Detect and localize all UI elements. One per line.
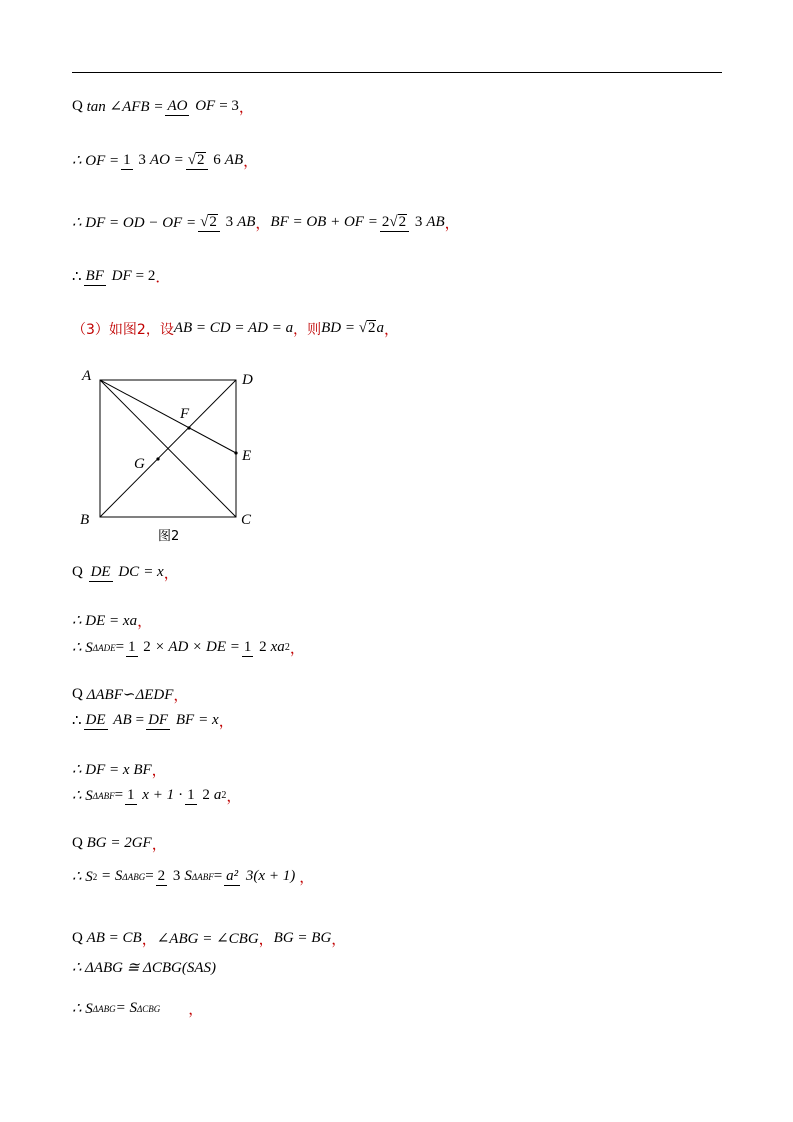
punct: ， [188,1002,204,1018]
numerator: √2 [198,214,220,232]
denominator: 2 [143,638,151,655]
line-part3-intro [72,318,399,339]
numerator: DE [85,711,106,728]
sqrt-arg: 2 [209,213,217,230]
punct: ， [243,154,259,170]
subscript: ΔABG [92,1003,116,1014]
sqrt-arg: 2 [197,151,205,168]
punct: ． [155,270,171,286]
equals: = [213,868,223,884]
equals: = [135,712,145,728]
numerator: 1 [243,638,252,655]
expr: ∠ABG = ∠CBG [156,931,259,947]
numerator: 2 [157,867,166,884]
line-of [72,150,258,171]
point-g [156,457,159,460]
equals: = [114,787,124,803]
punct: ， [151,837,167,853]
label-a: A [82,368,92,384]
numerator: DF [148,711,169,728]
separator: ， [258,932,274,948]
point-f [187,426,190,429]
fraction-two-thirds [156,868,183,886]
punct: ， [383,322,399,338]
fraction-2sqrt2-3 [380,214,424,232]
sqrt-arg: 2 [367,320,376,336]
fraction [84,268,134,286]
line-df-bf [72,212,460,233]
equals-s: = S [115,1000,137,1016]
denominator: 3 [225,213,234,230]
punct: ， [226,789,242,805]
line-bg-2gf [72,833,167,854]
fraction-half [242,639,269,657]
mid-expr: × AD × DE = [154,639,240,655]
denominator: 2 [259,638,267,655]
numerator: AO [167,97,188,114]
rhs: = x [143,564,164,580]
label-g: G [134,456,145,472]
connector: ，则 [293,321,322,338]
punct: ， [163,566,179,582]
punct: ， [238,100,254,116]
fraction-one-third [121,152,148,170]
rhs: = 3 [219,98,239,114]
equals: = [115,639,125,655]
punct: ， [173,688,189,704]
mid-expr: BF = OB + OF = [270,214,378,230]
fraction-sqrt2-6 [186,152,223,170]
therefore-symbol: ∴ [72,269,82,285]
denominator: 3 [414,213,423,230]
punct: ， [218,714,234,730]
subscript: ΔABG [122,871,146,882]
numerator: BF [85,267,104,284]
denominator: 3(x + 1) [245,867,296,884]
label-e: E [242,448,252,464]
denominator: DF [111,267,132,284]
expr: BD = [321,320,355,336]
tail: xa [270,639,285,655]
mid-expr: AO = [149,152,184,168]
fraction [146,712,196,730]
equals-s: = S [101,868,123,884]
s-symbol: S [184,868,192,884]
numerator: 1 [123,151,131,168]
sqrt-arg: 2 [398,213,407,230]
therefore-expr: ∴ ΔABG ≅ ΔCBG(SAS) [72,960,217,976]
therefore-expr: ∴ S [72,640,93,656]
figure-2 [72,362,272,547]
superscript: 2 [221,790,227,801]
tail: AB [237,214,256,230]
line-s2 [72,866,314,887]
subscript: ΔABF [191,871,214,882]
denominator: 3 [138,151,146,168]
sqrt: √2 [358,320,376,336]
coefficient: 2 [381,213,390,230]
numerator: DE [90,563,111,580]
punct: ， [151,763,167,779]
punct: ， [289,641,305,657]
label-b: B [80,512,90,528]
numerator: √2 [186,152,208,170]
denominator: 6 [213,151,221,168]
point-e [234,451,237,454]
therefore-expr: ∴ DF = x BF [72,762,152,778]
punct: ， [299,870,315,886]
expr: BG = 2GF [86,835,152,851]
because-symbol: Q [72,98,83,114]
tail: a [376,320,384,336]
numerator: 2√2 [380,214,409,232]
denominator: 2 [202,786,210,803]
lhs: tan ∠AFB = [86,99,164,115]
fraction-1-over-x1 [125,787,176,805]
denominator: x + 1 [142,786,175,803]
line-congruent [72,958,216,977]
line-equal-areas [72,998,203,1019]
punct: ， [331,932,347,948]
because-symbol: Q [72,564,83,580]
line-sas-conditions [72,928,346,949]
denominator: 3 [172,867,181,884]
tail: a [213,787,222,803]
expr: BG = BG [273,930,332,946]
numerator: a² [226,867,239,884]
separator: ， [141,932,157,948]
subscript: ΔADE [92,642,116,653]
denominator: DC [118,563,140,580]
expr: ΔABF∽ΔEDF [86,687,174,703]
denominator: AB [113,711,132,728]
therefore-expr: ∴ OF = [72,153,120,169]
therefore-expr: ∴ S [72,788,93,804]
line-area-ade [72,637,305,658]
because-symbol: Q [72,930,83,946]
line-df-xbf [72,759,167,780]
because-symbol: Q [72,686,83,702]
fraction [84,712,134,730]
label-c: C [241,512,252,528]
punct: ， [444,216,460,232]
line-tan-afb [72,96,254,117]
line-bf-df-ratio [72,266,170,287]
rhs: = x [198,712,219,728]
tail: AB [426,214,445,230]
expr: AB = CD = AD = a [173,320,294,336]
part-label: （3）如图2，设 [72,321,174,338]
line-similar [72,684,188,705]
fraction-half [126,639,153,657]
punct: ， [137,614,153,630]
tail: AB [224,152,244,168]
line-area-abf [72,785,241,806]
header-rule [72,72,722,73]
equals: = [145,868,154,884]
subscript: ΔCBG [136,1003,161,1014]
fraction-sqrt2-3 [198,214,235,232]
label-d: D [242,372,253,388]
label-f: F [180,406,190,422]
fraction [89,564,142,582]
denominator: BF [175,711,195,728]
therefore-expr: ∴ DE = xa [72,613,138,629]
line-ratios [72,710,234,731]
fraction [165,98,217,116]
line-de-xa [72,610,152,631]
therefore-expr: ∴ S [72,869,93,885]
numerator: 1 [127,786,135,803]
denominator: OF [195,97,216,114]
segment-ae [100,380,236,453]
therefore-symbol: ∴ [72,713,82,729]
subscript: 2 [92,871,98,882]
expr: AB = CB [86,930,142,946]
numerator: 1 [128,638,136,655]
therefore-expr: ∴ S [72,1001,93,1017]
because-symbol: Q [72,835,83,851]
subscript: ΔABF [92,790,115,801]
line-de-dc-ratio [72,562,179,583]
fraction-half [185,787,212,805]
numerator: 1 [187,786,195,803]
figure-caption: 图2 [158,529,180,544]
separator: ， [255,216,271,232]
dot: · [178,787,184,803]
fraction-a2-over-3x1 [224,868,297,886]
rhs: = 2 [135,268,156,284]
therefore-expr: ∴ DF = OD − OF = [72,215,197,231]
superscript: 2 [284,642,290,653]
